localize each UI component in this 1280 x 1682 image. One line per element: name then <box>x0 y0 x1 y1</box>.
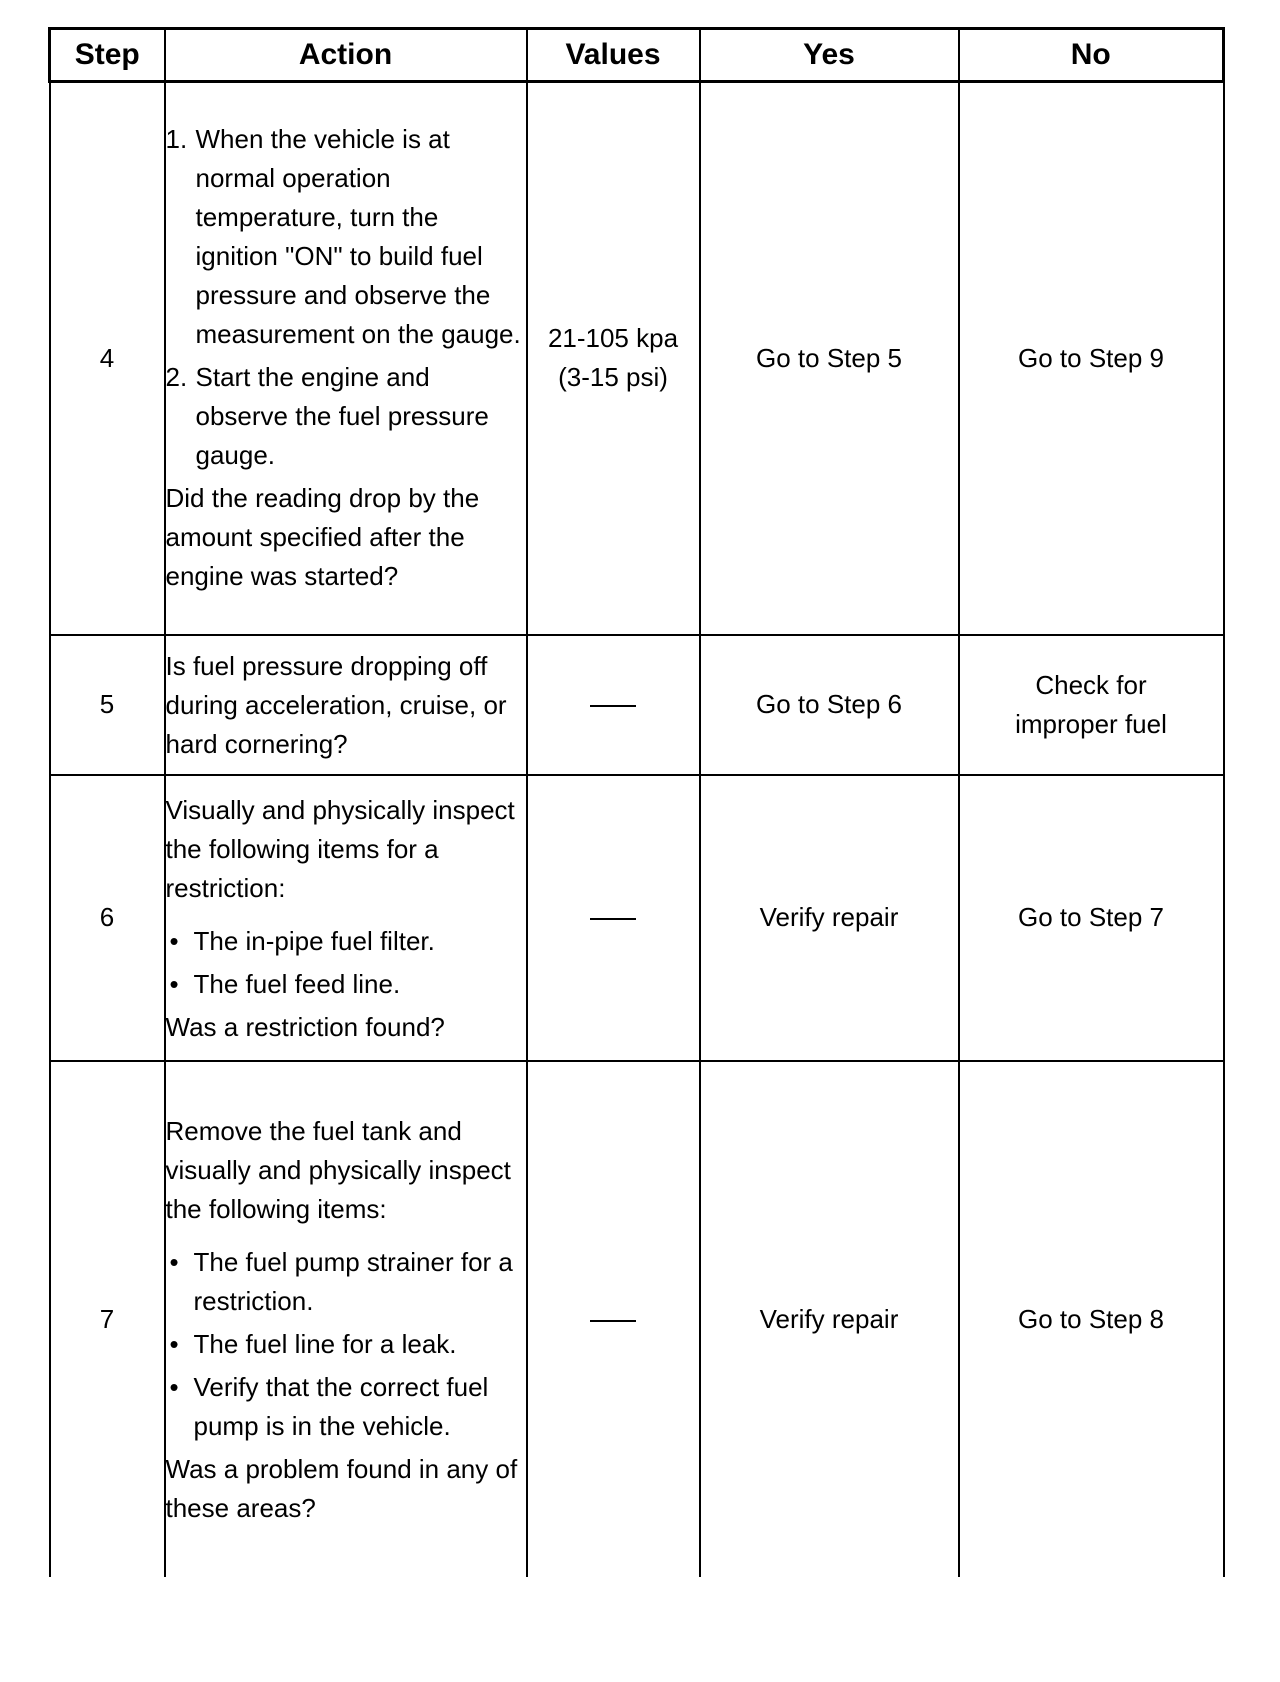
values-cell <box>527 635 700 775</box>
values-psi: (3-15 psi) <box>558 362 668 393</box>
values-cell <box>527 1061 700 1577</box>
values-kpa: 21-105 kpa <box>547 323 679 354</box>
numbered-list <box>166 120 526 475</box>
list-item: • The fuel pump strainer for a restriction. <box>166 1243 526 1321</box>
action-intro: Remove the fuel tank and visually and physically inspect the following items: <box>165 1116 511 1224</box>
bullet-list <box>166 922 526 1004</box>
step-number: 5 <box>50 635 165 775</box>
action-cell <box>165 635 527 775</box>
diagnostic-table <box>48 27 1225 1577</box>
no-cell: Go to Step 8 <box>959 1061 1224 1577</box>
header-step: Step <box>50 29 165 82</box>
yes-cell: Verify repair <box>700 1061 959 1577</box>
table-header <box>50 29 1224 82</box>
action-cell <box>165 82 527 635</box>
action-question: Did the reading drop by the amount specified after the engine was started? <box>165 483 480 592</box>
action-question: Was a problem found in any of these areas? <box>165 1454 518 1523</box>
table-row-step-6 <box>50 775 1224 1061</box>
no-cell: Go to Step 7 <box>959 775 1224 1061</box>
table-row-step-7 <box>50 1061 1224 1577</box>
action-intro: Visually and physically inspect the following items for a restriction: <box>165 794 515 903</box>
no-cell: Check for improper fuel <box>959 635 1224 775</box>
header-action: Action <box>165 29 527 82</box>
values-cell <box>527 82 700 635</box>
yes-cell: Go to Step 6 <box>700 635 959 775</box>
action-question: Was a restriction found? <box>165 1011 445 1042</box>
values-cell <box>527 775 700 1061</box>
action-cell <box>165 1061 527 1577</box>
yes-cell: Go to Step 5 <box>700 82 959 635</box>
action-cell <box>165 775 527 1061</box>
step-number: 4 <box>50 82 165 635</box>
header-yes: Yes <box>700 29 959 82</box>
bullet-list <box>166 1243 526 1446</box>
list-item: 2. Start the engine and observe the fuel pressure gauge. <box>165 362 489 471</box>
table-row-step-4 <box>50 82 1224 635</box>
table-row-step-5 <box>50 635 1224 775</box>
no-value-dash <box>590 705 636 707</box>
step-number: 6 <box>50 775 165 1061</box>
list-item: • Verify that the correct fuel pump is in the vehicle. <box>166 1368 526 1446</box>
no-value-dash <box>590 1320 636 1322</box>
yes-cell: Verify repair <box>700 775 959 1061</box>
header-values: Values <box>527 29 700 82</box>
list-item: 1. When the vehicle is at normal operation temperature, turn the ignition "ON" to build fuel pressure and observe the measurement on the gauge. <box>165 124 521 350</box>
action-question: Is fuel pressure dropping off during acceleration, cruise, or hard cornering? <box>165 651 507 759</box>
no-value-dash <box>590 918 636 920</box>
header-no: No <box>959 29 1224 82</box>
list-item: • The in-pipe fuel filter. <box>166 922 526 961</box>
step-number: 7 <box>50 1061 165 1577</box>
list-item: • The fuel line for a leak. <box>166 1325 526 1364</box>
list-item: • The fuel feed line. <box>166 965 526 1004</box>
no-cell: Go to Step 9 <box>959 82 1224 635</box>
